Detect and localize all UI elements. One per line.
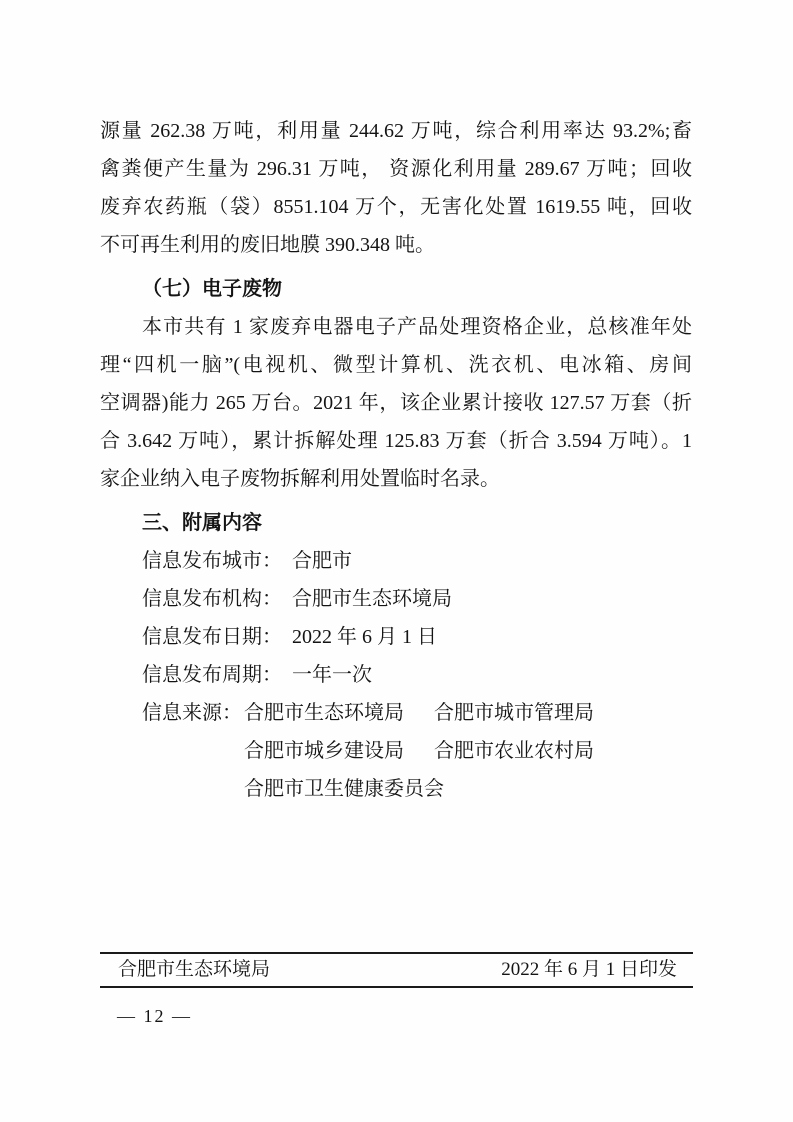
info-value: 2022 年 6 月 1 日 — [292, 626, 437, 648]
paragraph-line: 不可再生利用的废旧地膜 390.348 吨。 — [100, 234, 435, 256]
info-sources-list — [244, 694, 594, 808]
page-number: — 12 — — [117, 1006, 192, 1026]
paragraph-line: 空调器)能力 265 万台。2021 年，该企业累计接收 127.57 万套（折 — [100, 392, 692, 414]
info-label: 信息发布城市： — [142, 550, 282, 572]
source-item: 合肥市卫生健康委员会 — [244, 778, 444, 800]
info-row-publish-date — [100, 618, 692, 656]
source-row — [244, 770, 594, 808]
info-sources-label: 信息来源： — [142, 702, 242, 724]
paragraph-line: 源量 262.38 万吨，利用量 244.62 万吨，综合利用率达 93.2%;畜 — [100, 120, 692, 142]
section-heading-electronic-waste: （七）电子废物 — [142, 278, 282, 300]
footer-issuer: 合肥市生态环境局 — [118, 959, 271, 980]
paragraph-line: 合 3.642 万吨），累计拆解处理 125.83 万套（折合 3.594 万吨）。1 — [100, 430, 692, 452]
source-item: 合肥市农业农村局 — [434, 740, 594, 762]
colophon-footer — [100, 952, 693, 988]
info-label: 信息发布日期： — [142, 626, 282, 648]
source-row — [244, 732, 594, 770]
paragraph-line: 废弃农药瓶（袋）8551.104 万个，无害化处置 1619.55 吨，回收 — [100, 196, 692, 218]
paragraph-line: 禽粪便产生量为 296.31 万吨， 资源化利用量 289.67 万吨；回收 — [100, 158, 692, 180]
source-item: 合肥市城乡建设局 — [244, 740, 404, 762]
document-body — [100, 112, 692, 808]
info-row-publish-city — [100, 542, 692, 580]
info-sources-block — [100, 694, 692, 808]
source-row — [244, 694, 594, 732]
info-label: 信息发布机构： — [142, 588, 282, 610]
info-row-publish-agency — [100, 580, 692, 618]
source-item: 合肥市生态环境局 — [244, 702, 404, 724]
info-label: 信息发布周期： — [142, 664, 282, 686]
paragraph-line: 家企业纳入电子废物拆解利用处置临时名录。 — [100, 468, 500, 490]
paragraph-line: 本市共有 1 家废弃电器电子产品处理资格企业，总核准年处 — [142, 316, 692, 338]
paragraph-line: 理“四机一脑”(电视机、微型计算机、洗衣机、电冰箱、房间 — [100, 354, 692, 376]
info-row-publish-cycle — [100, 656, 692, 694]
section-heading-appendix: 三、附属内容 — [142, 512, 262, 534]
colophon-footer-row — [100, 954, 693, 986]
footer-print-date: 2022 年 6 月 1 日印发 — [501, 959, 677, 980]
source-item: 合肥市城市管理局 — [434, 702, 594, 724]
info-value: 合肥市生态环境局 — [292, 588, 452, 610]
info-value: 一年一次 — [292, 664, 372, 686]
info-value: 合肥市 — [292, 550, 352, 572]
